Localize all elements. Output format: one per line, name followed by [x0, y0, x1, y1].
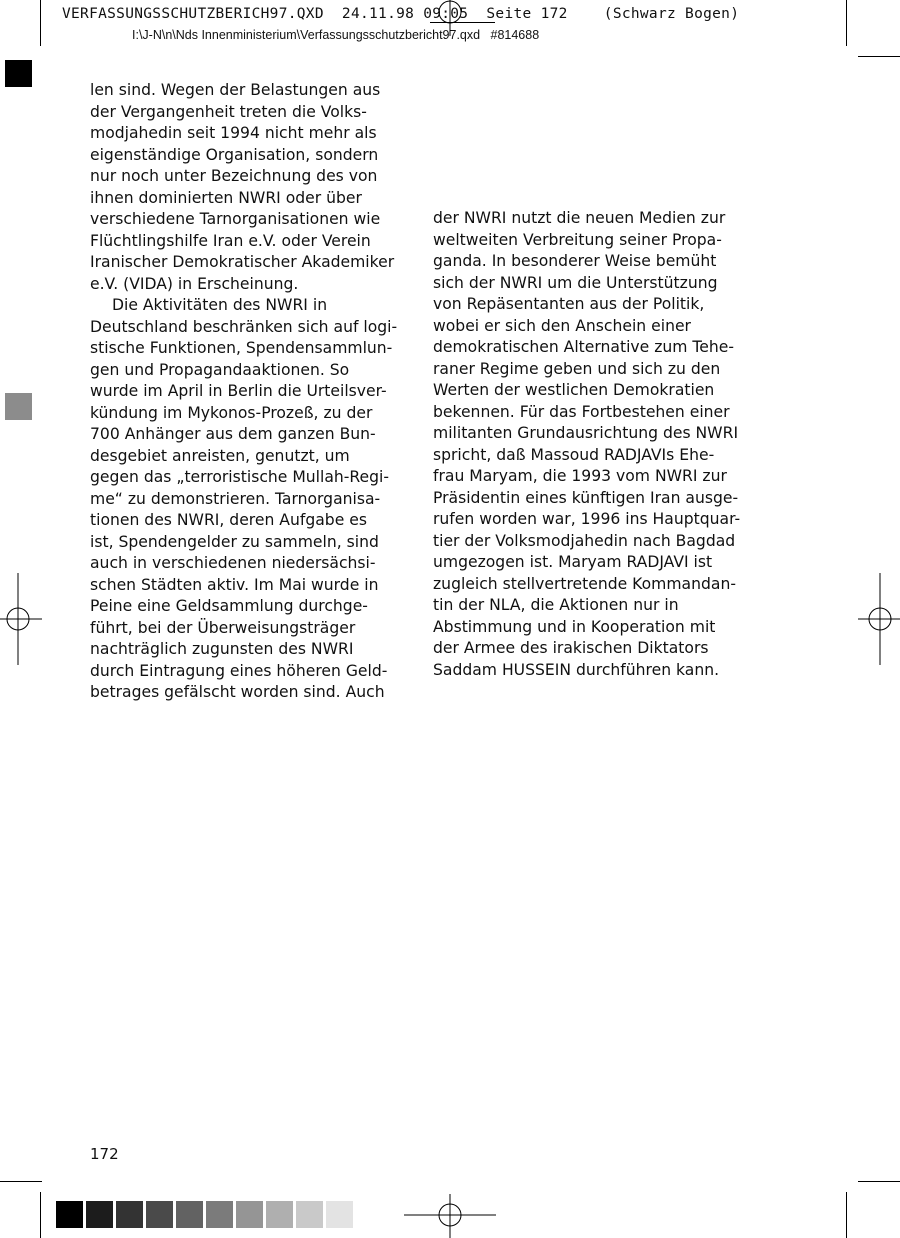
text-line: betrages gefälscht worden sind. Auch — [90, 683, 385, 701]
registration-mark-left-icon — [0, 573, 44, 665]
crop-mark-top-right-vertical — [846, 0, 847, 46]
text-line: der NWRI nutzt die neuen Medien zur — [433, 209, 726, 227]
crop-mark-bottom-right-vertical — [846, 1192, 847, 1238]
text-line: demokratischen Alternative zum Tehe- — [433, 338, 734, 356]
registration-mark-bottom-icon — [404, 1194, 496, 1238]
text-line: Peine eine Geldsammlung durchge- — [90, 597, 368, 615]
gray-swatch — [326, 1201, 353, 1228]
gray-swatch — [86, 1201, 113, 1228]
left-text-column — [90, 80, 397, 704]
text-line: tionen des NWRI, deren Aufgabe es — [90, 511, 367, 529]
text-line: führt, bei der Überweisungsträger — [90, 618, 356, 637]
text-line: Die Aktivitäten des NWRI in — [112, 296, 328, 314]
page-number: 172 — [90, 1145, 119, 1163]
print-slug-line: VERFASSUNGSSCHUTZBERICH97.QXD 24.11.98 09:05 Seite 172 (Schwarz Bogen) — [62, 6, 740, 22]
gray-swatch — [146, 1201, 173, 1228]
gray-swatch — [206, 1201, 233, 1228]
text-line: schen Städten aktiv. Im Mai wurde in — [90, 575, 379, 594]
registration-mark-right-icon — [856, 573, 900, 665]
text-line: Iranischer Demokratischer Akademiker — [90, 253, 395, 271]
text-line: me“ zu demonstrieren. Tarnorganisa- — [90, 489, 381, 508]
crop-mark-bottom-right-horizontal — [858, 1181, 900, 1182]
text-line: ihnen dominierten NWRI oder über — [90, 188, 362, 207]
text-line: ganda. In besonderer Weise bemüht — [433, 252, 717, 270]
text-line: raner Regime geben und sich zu den — [433, 359, 721, 378]
text-line: 700 Anhänger aus dem ganzen Bun- — [90, 425, 376, 443]
text-line: Flüchtlingshilfe Iran e.V. oder Verein — [90, 231, 371, 250]
file-path-line: I:\J-N\n\Nds Innenministerium\Verfassungsschutzbericht97.qxd #814688 — [132, 28, 540, 42]
text-line: durch Eintragung eines höheren Geld- — [90, 661, 388, 680]
gray-swatch — [176, 1201, 203, 1228]
text-line: der Armee des irakischen Diktators — [433, 639, 709, 657]
text-line: desgebiet anreisten, genutzt, um — [90, 446, 350, 465]
gray-swatch — [56, 1201, 83, 1228]
text-line: gegen das „terroristische Mullah-Regi- — [90, 468, 389, 486]
text-line: nachträglich zugunsten des NWRI — [90, 640, 354, 658]
text-line: weltweiten Verbreitung seiner Propa- — [433, 230, 722, 249]
text-line: von Repäsentanten aus der Politik, — [433, 295, 705, 313]
text-line: eigenständige Organisation, sondern — [90, 145, 379, 164]
text-line: wobei er sich den Anschein einer — [433, 316, 691, 335]
crop-mark-top-left — [40, 0, 41, 46]
text-line: verschiedene Tarnorganisationen wie — [90, 210, 381, 228]
text-line: militanten Grundausrichtung des NWRI — [433, 424, 739, 442]
text-line: tin der NLA, die Aktionen nur in — [433, 596, 679, 614]
text-line: auch in verschiedenen niedersächsi- — [90, 554, 376, 572]
gray-swatch — [296, 1201, 323, 1228]
black-registration-square — [5, 60, 32, 87]
text-line: tier der Volksmodjahedin nach Bagdad — [433, 531, 736, 550]
gray-swatch — [116, 1201, 143, 1228]
text-line: zugleich stellvertretende Kommandan- — [433, 574, 736, 593]
text-line: gen und Propagandaaktionen. So — [90, 360, 350, 379]
text-line: kündung im Mykonos-Prozeß, zu der — [90, 403, 373, 422]
text-line: stische Funktionen, Spendensammlun- — [90, 339, 393, 357]
gray-registration-square — [5, 393, 32, 420]
text-line: Deutschland beschränken sich auf logi- — [90, 317, 398, 336]
crop-mark-bottom-left-horizontal — [0, 1181, 42, 1182]
text-line: der Vergangenheit treten die Volks- — [90, 102, 367, 121]
crop-mark-top-right-horizontal — [858, 56, 900, 57]
text-line: frau Maryam, die 1993 vom NWRI zur — [433, 467, 727, 485]
text-line: Saddam HUSSEIN durchführen kann. — [433, 660, 720, 679]
text-line: wurde im April in Berlin die Urteilsver- — [90, 382, 387, 400]
text-line: sich der NWRI um die Unterstützung — [433, 273, 718, 292]
text-line: ist, Spendengelder zu sammeln, sind — [90, 532, 379, 551]
text-line: Werten der westlichen Demokratien — [433, 381, 715, 399]
text-line: rufen worden war, 1996 ins Hauptquar- — [433, 510, 741, 528]
text-line: spricht, daß Massoud RADJAVIs Ehe- — [433, 445, 715, 464]
text-line: modjahedin seit 1994 nicht mehr als — [90, 124, 377, 142]
text-line: Präsidentin eines künftigen Iran ausge- — [433, 488, 739, 507]
text-line: len sind. Wegen der Belastungen aus — [90, 81, 381, 99]
text-line: nur noch unter Bezeichnung des von — [90, 167, 378, 185]
crop-mark-bottom-left-vertical — [40, 1192, 41, 1238]
right-text-column — [433, 208, 740, 681]
text-line: e.V. (VIDA) in Erscheinung. — [90, 274, 299, 293]
text-line: bekennen. Für das Fortbestehen einer — [433, 402, 730, 421]
text-line: umgezogen ist. Maryam RADJAVI ist — [433, 553, 713, 571]
text-line: Abstimmung und in Kooperation mit — [433, 617, 716, 636]
gray-swatch — [236, 1201, 263, 1228]
gray-swatch — [266, 1201, 293, 1228]
registration-mark-top-icon — [427, 0, 473, 40]
